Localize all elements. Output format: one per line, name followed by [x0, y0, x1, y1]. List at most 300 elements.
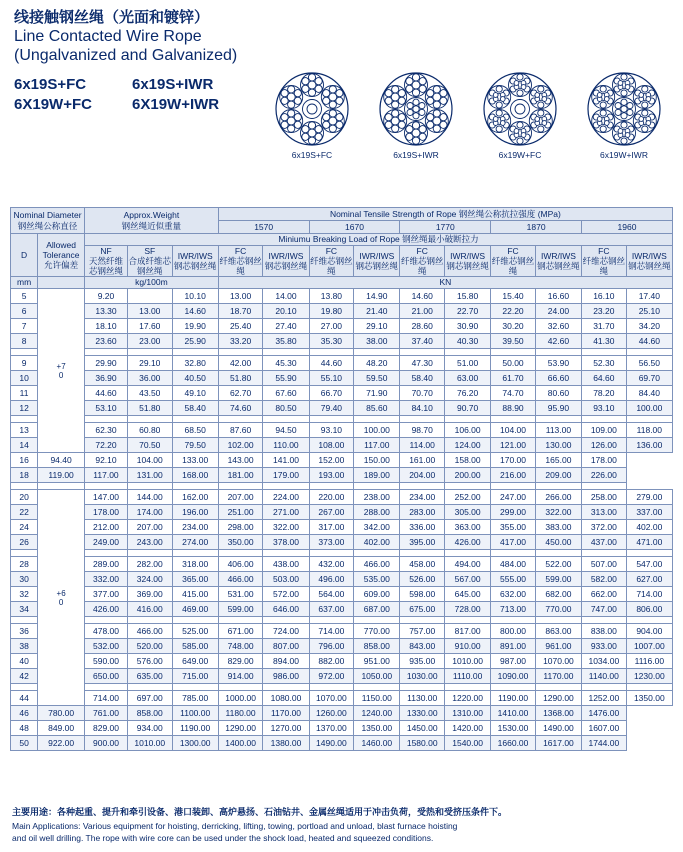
cell-weight-nf: 72.20 — [85, 438, 128, 453]
cell-breaking-load-0: 102.00 — [218, 438, 263, 453]
cell-breaking-load-5: 1220.00 — [445, 691, 491, 706]
diagram-caption: 6x19W+FC — [498, 150, 542, 160]
table-row — [11, 386, 673, 401]
cell-breaking-load-1: 181.00 — [218, 468, 263, 483]
cell-breaking-load-5: 124.00 — [445, 438, 491, 453]
cell-weight-sf — [127, 289, 172, 304]
cell-breaking-load-7: 682.00 — [535, 587, 581, 602]
cell-breaking-load-9: 1116.00 — [626, 654, 672, 669]
cell-weight-iwr: 649.00 — [172, 654, 218, 669]
table-row — [11, 736, 673, 751]
cell-weight-nf: 532.00 — [85, 639, 128, 654]
cell-breaking-load-3: 1150.00 — [354, 691, 400, 706]
cell-breaking-load-3: 14.90 — [354, 289, 400, 304]
col-fc-en: FC — [325, 246, 338, 256]
cell-breaking-load-6: 74.70 — [491, 386, 536, 401]
cell-breaking-load-0: 1100.00 — [172, 706, 218, 721]
table-row — [11, 654, 673, 669]
cell-diameter: 16 — [11, 453, 38, 468]
page-title — [10, 8, 673, 65]
cell-breaking-load-9: 471.00 — [626, 535, 672, 550]
cell-breaking-load-5: 910.00 — [445, 639, 491, 654]
cell-breaking-load-5: 51.00 — [445, 356, 491, 371]
cell-breaking-load-1: 20.10 — [263, 304, 309, 319]
table-row — [11, 557, 673, 572]
cell-breaking-load-2: 19.80 — [309, 304, 354, 319]
cell-weight-sf: 243.00 — [127, 535, 172, 550]
cell-weight-nf: 922.00 — [38, 736, 85, 751]
cell-breaking-load-0: 25.40 — [218, 319, 263, 334]
cell-breaking-load-1: 503.00 — [263, 572, 309, 587]
cell-breaking-load-5: 728.00 — [445, 602, 491, 617]
cell-weight-nf: 23.60 — [85, 334, 128, 349]
cell-breaking-load-1: 27.40 — [263, 319, 309, 334]
cell-breaking-load-1: 378.00 — [263, 535, 309, 550]
cell-breaking-load-9: 118.00 — [626, 423, 672, 438]
cell-weight-sf: 92.10 — [85, 453, 128, 468]
cell-weight-iwr: 934.00 — [127, 721, 172, 736]
cell-weight-sf: 117.00 — [85, 468, 128, 483]
cell-weight-iwr: 32.80 — [172, 356, 218, 371]
cell-breaking-load-5: 645.00 — [445, 587, 491, 602]
cell-weight-iwr: 49.10 — [172, 386, 218, 401]
cell-breaking-load-7: 322.00 — [535, 505, 581, 520]
cell-breaking-load-1: 322.00 — [263, 520, 309, 535]
cell-breaking-load-0: 87.60 — [218, 423, 263, 438]
cell-breaking-load-3: 858.00 — [354, 639, 400, 654]
table-row — [11, 535, 673, 550]
table-row — [11, 505, 673, 520]
cell-breaking-load-8: 258.00 — [582, 490, 627, 505]
cell-weight-iwr: 525.00 — [172, 624, 218, 639]
cell-diameter: 5 — [11, 289, 38, 304]
cell-breaking-load-9: 1007.00 — [626, 639, 672, 654]
cell-weight-iwr: 858.00 — [127, 706, 172, 721]
col-fc-en: FC — [598, 246, 610, 256]
cell-breaking-load-4: 675.00 — [400, 602, 445, 617]
cell-breaking-load-7: 383.00 — [535, 520, 581, 535]
cell-breaking-load-4: 37.40 — [400, 334, 445, 349]
cell-breaking-load-0: 18.70 — [218, 304, 263, 319]
cell-breaking-load-5: 1580.00 — [400, 736, 445, 751]
cell-breaking-load-4: 189.00 — [354, 468, 400, 483]
grade-1870: 1870 — [491, 221, 582, 234]
cell-breaking-load-1: 110.00 — [263, 438, 309, 453]
cell-weight-sf: 466.00 — [127, 624, 172, 639]
cell-weight-iwr: 234.00 — [172, 520, 218, 535]
cell-weight-nf: 849.00 — [38, 721, 85, 736]
cell-breaking-load-5: 1110.00 — [445, 669, 491, 684]
cell-weight-sf: 576.00 — [127, 654, 172, 669]
cell-weight-sf: 829.00 — [85, 721, 128, 736]
cell-breaking-load-4: 1460.00 — [354, 736, 400, 751]
table-row — [11, 587, 673, 602]
cell-breaking-load-0: 74.60 — [218, 401, 263, 416]
cell-diameter: 13 — [11, 423, 38, 438]
cell-breaking-load-9: 1744.00 — [582, 736, 627, 751]
cell-breaking-load-1: 1180.00 — [218, 706, 263, 721]
cell-breaking-load-6: 39.50 — [491, 334, 536, 349]
cell-weight-sf: 697.00 — [127, 691, 172, 706]
col-fc-cn: 纤维芯钢丝绳 — [400, 256, 444, 276]
rope-section-6x19w-iwr-icon — [587, 72, 661, 146]
cell-breaking-load-0: 13.00 — [218, 289, 263, 304]
cell-breaking-load-1: 271.00 — [263, 505, 309, 520]
cell-breaking-load-1: 35.80 — [263, 334, 309, 349]
cell-breaking-load-7: 130.00 — [535, 438, 581, 453]
cell-weight-nf: 590.00 — [85, 654, 128, 669]
cell-breaking-load-6: 50.00 — [491, 356, 536, 371]
cell-breaking-load-2: 637.00 — [309, 602, 354, 617]
diagram-6x19w-iwr — [574, 72, 674, 160]
grade-1960: 1960 — [582, 221, 673, 234]
col-nf-cn: 天然纤维芯钢丝绳 — [88, 256, 123, 276]
cell-diameter: 24 — [11, 520, 38, 535]
cell-weight-nf: 147.00 — [85, 490, 128, 505]
cell-breaking-load-0: 1190.00 — [172, 721, 218, 736]
cell-breaking-load-4: 28.60 — [400, 319, 445, 334]
cell-weight-iwr: 14.60 — [172, 304, 218, 319]
cell-breaking-load-0: 251.00 — [218, 505, 263, 520]
cell-breaking-load-7: 1070.00 — [535, 654, 581, 669]
cell-breaking-load-7: 863.00 — [535, 624, 581, 639]
cell-breaking-load-0: 1300.00 — [172, 736, 218, 751]
cell-weight-sf: 282.00 — [127, 557, 172, 572]
cell-breaking-load-8: 16.10 — [582, 289, 627, 304]
cell-breaking-load-3: 1050.00 — [354, 669, 400, 684]
table-row — [11, 468, 673, 483]
group-separator — [11, 684, 673, 691]
cell-breaking-load-3: 770.00 — [354, 624, 400, 639]
cell-breaking-load-4: 1130.00 — [400, 691, 445, 706]
cell-breaking-load-1: 1080.00 — [263, 691, 309, 706]
cell-weight-nf: 780.00 — [38, 706, 85, 721]
cell-breaking-load-7: 16.60 — [535, 289, 581, 304]
cell-breaking-load-4: 1240.00 — [354, 706, 400, 721]
cell-breaking-load-9: 178.00 — [582, 453, 627, 468]
cell-breaking-load-1: 143.00 — [218, 453, 263, 468]
col-iwr-weight-cn: 钢芯钢丝绳 — [173, 261, 217, 271]
cell-breaking-load-0: 599.00 — [218, 602, 263, 617]
cell-weight-iwr: 58.40 — [172, 401, 218, 416]
cell-weight-iwr: 68.50 — [172, 423, 218, 438]
cell-breaking-load-4: 526.00 — [400, 572, 445, 587]
cell-breaking-load-1: 807.00 — [263, 639, 309, 654]
cell-weight-sf: 51.80 — [127, 401, 172, 416]
cell-breaking-load-3: 100.00 — [354, 423, 400, 438]
cell-diameter: 22 — [11, 505, 38, 520]
cell-weight-nf: 9.20 — [85, 289, 128, 304]
cell-weight-iwr: 585.00 — [172, 639, 218, 654]
cell-diameter: 12 — [11, 401, 38, 416]
col-fc-en: FC — [234, 246, 247, 256]
cell-breaking-load-9: 1230.00 — [626, 669, 672, 684]
cell-breaking-load-5: 76.20 — [445, 386, 491, 401]
cell-breaking-load-0: 914.00 — [218, 669, 263, 684]
col-iwr-cn: 钢芯钢丝绳 — [446, 261, 489, 271]
cell-breaking-load-3: 71.90 — [354, 386, 400, 401]
cell-weight-sf: 900.00 — [85, 736, 128, 751]
cell-breaking-load-5: 305.00 — [445, 505, 491, 520]
cell-breaking-load-2: 714.00 — [309, 624, 354, 639]
cell-breaking-load-3: 193.00 — [309, 468, 354, 483]
header-d-symbol: D — [11, 234, 38, 277]
footer-applications — [12, 807, 671, 845]
cell-breaking-load-5: 494.00 — [445, 557, 491, 572]
table-row — [11, 289, 673, 304]
col-iwr-en: IWR/IWS — [268, 251, 304, 261]
diagram-6x19s-iwr — [366, 72, 466, 160]
cell-breaking-load-7: 53.90 — [535, 356, 581, 371]
diagram-caption: 6x19S+IWR — [393, 150, 439, 160]
cell-breaking-load-6: 22.20 — [491, 304, 536, 319]
cell-breaking-load-3: 1260.00 — [309, 706, 354, 721]
cell-breaking-load-8: 64.60 — [582, 371, 627, 386]
cell-weight-nf: 650.00 — [85, 669, 128, 684]
cell-breaking-load-4: 14.60 — [400, 289, 445, 304]
cell-breaking-load-0: 466.00 — [218, 572, 263, 587]
cell-breaking-load-4: 70.70 — [400, 386, 445, 401]
cell-breaking-load-2: 220.00 — [309, 490, 354, 505]
cell-breaking-load-2: 141.00 — [263, 453, 309, 468]
col-fc-cn: 纤维芯钢丝绳 — [310, 256, 353, 276]
col-nf — [85, 246, 128, 277]
cell-breaking-load-7: 113.00 — [535, 423, 581, 438]
cell-weight-sf: 17.60 — [127, 319, 172, 334]
table-body — [11, 289, 673, 751]
col-fc-1870 — [491, 246, 536, 277]
cell-breaking-load-7: 770.00 — [535, 602, 581, 617]
cell-diameter: 32 — [11, 587, 38, 602]
cell-diameter: 50 — [11, 736, 38, 751]
unit-tolerance-blank — [38, 277, 85, 289]
cell-weight-nf: 249.00 — [85, 535, 128, 550]
cell-breaking-load-8: 747.00 — [582, 602, 627, 617]
cell-breaking-load-1: 55.90 — [263, 371, 309, 386]
cell-breaking-load-3: 402.00 — [354, 535, 400, 550]
table-row — [11, 691, 673, 706]
cell-breaking-load-9: 100.00 — [626, 401, 672, 416]
cell-weight-nf: 289.00 — [85, 557, 128, 572]
cell-breaking-load-3: 29.10 — [354, 319, 400, 334]
col-iwr-cn: 钢芯钢丝绳 — [355, 261, 399, 271]
cell-breaking-load-2: 55.10 — [309, 371, 354, 386]
cell-breaking-load-2: 179.00 — [263, 468, 309, 483]
cell-breaking-load-6: 555.00 — [491, 572, 536, 587]
cell-weight-nf: 13.30 — [85, 304, 128, 319]
cell-breaking-load-0: 829.00 — [218, 654, 263, 669]
cell-breaking-load-5: 90.70 — [445, 401, 491, 416]
cell-breaking-load-5: 106.00 — [445, 423, 491, 438]
title-english-line1: Line Contacted Wire Rope — [14, 28, 202, 45]
code-6x19w-fc: 6X19W+FC — [14, 96, 92, 113]
cell-breaking-load-4: 1030.00 — [400, 669, 445, 684]
cell-breaking-load-5: 15.80 — [445, 289, 491, 304]
header-allowed-tolerance-en1: Allowed Tolerance — [42, 240, 80, 260]
cell-breaking-load-2: 1380.00 — [263, 736, 309, 751]
cell-breaking-load-5: 363.00 — [445, 520, 491, 535]
footer-english-line2: and oil well drilling. The rope with wire core can be used under the shock load, heated and squeezed conditions. — [12, 832, 434, 843]
cell-breaking-load-0: 406.00 — [218, 557, 263, 572]
cell-breaking-load-6: 1310.00 — [445, 706, 491, 721]
cell-breaking-load-5: 817.00 — [445, 624, 491, 639]
table-row — [11, 639, 673, 654]
cell-breaking-load-9: 25.10 — [626, 304, 672, 319]
cell-breaking-load-6: 417.00 — [491, 535, 536, 550]
cell-breaking-load-6: 1420.00 — [445, 721, 491, 736]
cell-breaking-load-9: 279.00 — [626, 490, 672, 505]
unit-kn: KN — [218, 277, 672, 289]
cell-weight-nf: 53.10 — [85, 401, 128, 416]
cell-diameter: 26 — [11, 535, 38, 550]
cell-breaking-load-9: 56.50 — [626, 356, 672, 371]
cell-breaking-load-2: 13.80 — [309, 289, 354, 304]
cell-breaking-load-9: 547.00 — [626, 557, 672, 572]
cell-weight-sf: 43.50 — [127, 386, 172, 401]
header-allowed-tolerance — [38, 234, 85, 277]
cell-breaking-load-5: 161.00 — [400, 453, 445, 468]
footer-chinese: 主要用途：各种起重、提升和牵引设备、港口装卸、高炉悬扬、石油钻井、金属丝绳适用于冲击负荷，受热和受挤压条件下。 — [12, 806, 508, 817]
cell-weight-iwr: 785.00 — [172, 691, 218, 706]
cell-breaking-load-4: 114.00 — [400, 438, 445, 453]
cell-weight-sf: 174.00 — [127, 505, 172, 520]
cell-weight-nf: 714.00 — [85, 691, 128, 706]
cell-breaking-load-3: 117.00 — [354, 438, 400, 453]
cell-breaking-load-6: 484.00 — [491, 557, 536, 572]
cell-weight-sf: 635.00 — [127, 669, 172, 684]
cell-breaking-load-9: 627.00 — [626, 572, 672, 587]
cell-breaking-load-8: 41.30 — [582, 334, 627, 349]
cell-breaking-load-8: 1034.00 — [582, 654, 627, 669]
cell-breaking-load-4: 458.00 — [400, 557, 445, 572]
unit-kg-100m: kg/100m — [85, 277, 219, 289]
footer-english-line1: Main Applications: Various equipment for hoisting, derricking, lifting, towing, portload and unload, blast furnace hoisting — [12, 821, 458, 831]
cell-breaking-load-3: 59.50 — [354, 371, 400, 386]
cell-breaking-load-2: 1270.00 — [263, 721, 309, 736]
cell-breaking-load-1: 1400.00 — [218, 736, 263, 751]
cell-breaking-load-4: 150.00 — [354, 453, 400, 468]
cell-weight-iwr: 104.00 — [127, 453, 172, 468]
cell-breaking-load-3: 38.00 — [354, 334, 400, 349]
col-iwr-1670 — [354, 246, 400, 277]
cell-weight-iwr: 40.50 — [172, 371, 218, 386]
cell-breaking-load-4: 21.00 — [400, 304, 445, 319]
diagram-6x19s-fc — [262, 72, 362, 160]
cell-weight-nf: 332.00 — [85, 572, 128, 587]
cell-breaking-load-6: 247.00 — [491, 490, 536, 505]
cell-breaking-load-8: 437.00 — [582, 535, 627, 550]
cell-breaking-load-9: 1607.00 — [582, 721, 627, 736]
cell-breaking-load-7: 1290.00 — [535, 691, 581, 706]
cell-breaking-load-9: 69.70 — [626, 371, 672, 386]
cell-breaking-load-2: 373.00 — [309, 535, 354, 550]
cell-breaking-load-5: 567.00 — [445, 572, 491, 587]
cell-breaking-load-7: 170.00 — [491, 453, 536, 468]
cell-breaking-load-9: 904.00 — [626, 624, 672, 639]
cell-breaking-load-6: 200.00 — [445, 468, 491, 483]
cell-breaking-load-8: 1368.00 — [535, 706, 581, 721]
cell-weight-iwr: 25.90 — [172, 334, 218, 349]
cell-breaking-load-4: 84.10 — [400, 401, 445, 416]
cell-breaking-load-9: 44.60 — [626, 334, 672, 349]
cell-breaking-load-8: 1617.00 — [535, 736, 581, 751]
cell-weight-iwr: 365.00 — [172, 572, 218, 587]
cell-breaking-load-9: 337.00 — [626, 505, 672, 520]
cell-tolerance-upper: +7 0 — [38, 289, 85, 453]
cell-weight-nf: 478.00 — [85, 624, 128, 639]
cell-diameter: 9 — [11, 356, 38, 371]
header-tensile-cn: 钢丝绳公称抗拉强度 — [458, 208, 536, 219]
table-row — [11, 401, 673, 416]
table-row — [11, 624, 673, 639]
cell-diameter: 20 — [11, 490, 38, 505]
cell-diameter: 11 — [11, 386, 38, 401]
cell-breaking-load-2: 44.60 — [309, 356, 354, 371]
cell-breaking-load-3: 238.00 — [354, 490, 400, 505]
cell-breaking-load-5: 1010.00 — [445, 654, 491, 669]
col-fc-cn: 纤维芯钢丝绳 — [219, 256, 262, 276]
cell-breaking-load-2: 972.00 — [309, 669, 354, 684]
cell-breaking-load-6: 1090.00 — [491, 669, 536, 684]
cell-diameter: 40 — [11, 654, 38, 669]
cell-weight-sf: 324.00 — [127, 572, 172, 587]
cell-breaking-load-0: 298.00 — [218, 520, 263, 535]
cell-breaking-load-7: 522.00 — [535, 557, 581, 572]
cell-breaking-load-4: 58.40 — [400, 371, 445, 386]
cell-breaking-load-2: 27.00 — [309, 319, 354, 334]
diagram-caption: 6x19W+IWR — [600, 150, 648, 160]
cell-weight-nf: 62.30 — [85, 423, 128, 438]
cell-weight-iwr: 131.00 — [127, 468, 172, 483]
code-6x19s-fc: 6x19S+FC — [14, 76, 87, 93]
cell-breaking-load-9: 806.00 — [626, 602, 672, 617]
col-fc-1960 — [582, 246, 627, 277]
cell-breaking-load-8: 52.30 — [582, 356, 627, 371]
col-fc-cn: 纤维芯钢丝绳 — [582, 256, 626, 276]
group-separator — [11, 349, 673, 356]
cell-breaking-load-9: 84.40 — [626, 386, 672, 401]
cell-weight-sf: 207.00 — [127, 520, 172, 535]
cell-breaking-load-2: 496.00 — [309, 572, 354, 587]
cell-breaking-load-0: 133.00 — [172, 453, 218, 468]
cell-breaking-load-4: 336.00 — [400, 520, 445, 535]
cell-breaking-load-9: 402.00 — [626, 520, 672, 535]
cell-breaking-load-2: 796.00 — [309, 639, 354, 654]
cell-weight-iwr: 19.90 — [172, 319, 218, 334]
col-fc-cn: 纤维芯钢丝绳 — [491, 256, 535, 276]
cell-breaking-load-5: 426.00 — [445, 535, 491, 550]
unit-mm: mm — [11, 277, 38, 289]
cell-breaking-load-6: 355.00 — [491, 520, 536, 535]
cell-weight-sf: 520.00 — [127, 639, 172, 654]
cell-breaking-load-8: 109.00 — [582, 423, 627, 438]
cell-breaking-load-6: 121.00 — [491, 438, 536, 453]
cell-breaking-load-6: 299.00 — [491, 505, 536, 520]
col-iwr-cn: 钢芯钢丝绳 — [264, 261, 308, 271]
cell-breaking-load-6: 88.90 — [491, 401, 536, 416]
cell-breaking-load-1: 894.00 — [263, 654, 309, 669]
cell-breaking-load-7: 32.60 — [535, 319, 581, 334]
cell-breaking-load-4: 234.00 — [400, 490, 445, 505]
cell-weight-iwr: 1010.00 — [127, 736, 172, 751]
cell-breaking-load-2: 882.00 — [309, 654, 354, 669]
table-row — [11, 490, 673, 505]
cell-breaking-load-4: 935.00 — [400, 654, 445, 669]
cell-weight-iwr: 79.50 — [172, 438, 218, 453]
cell-breaking-load-8: 165.00 — [535, 453, 581, 468]
cell-breaking-load-8: 933.00 — [582, 639, 627, 654]
cell-diameter: 10 — [11, 371, 38, 386]
